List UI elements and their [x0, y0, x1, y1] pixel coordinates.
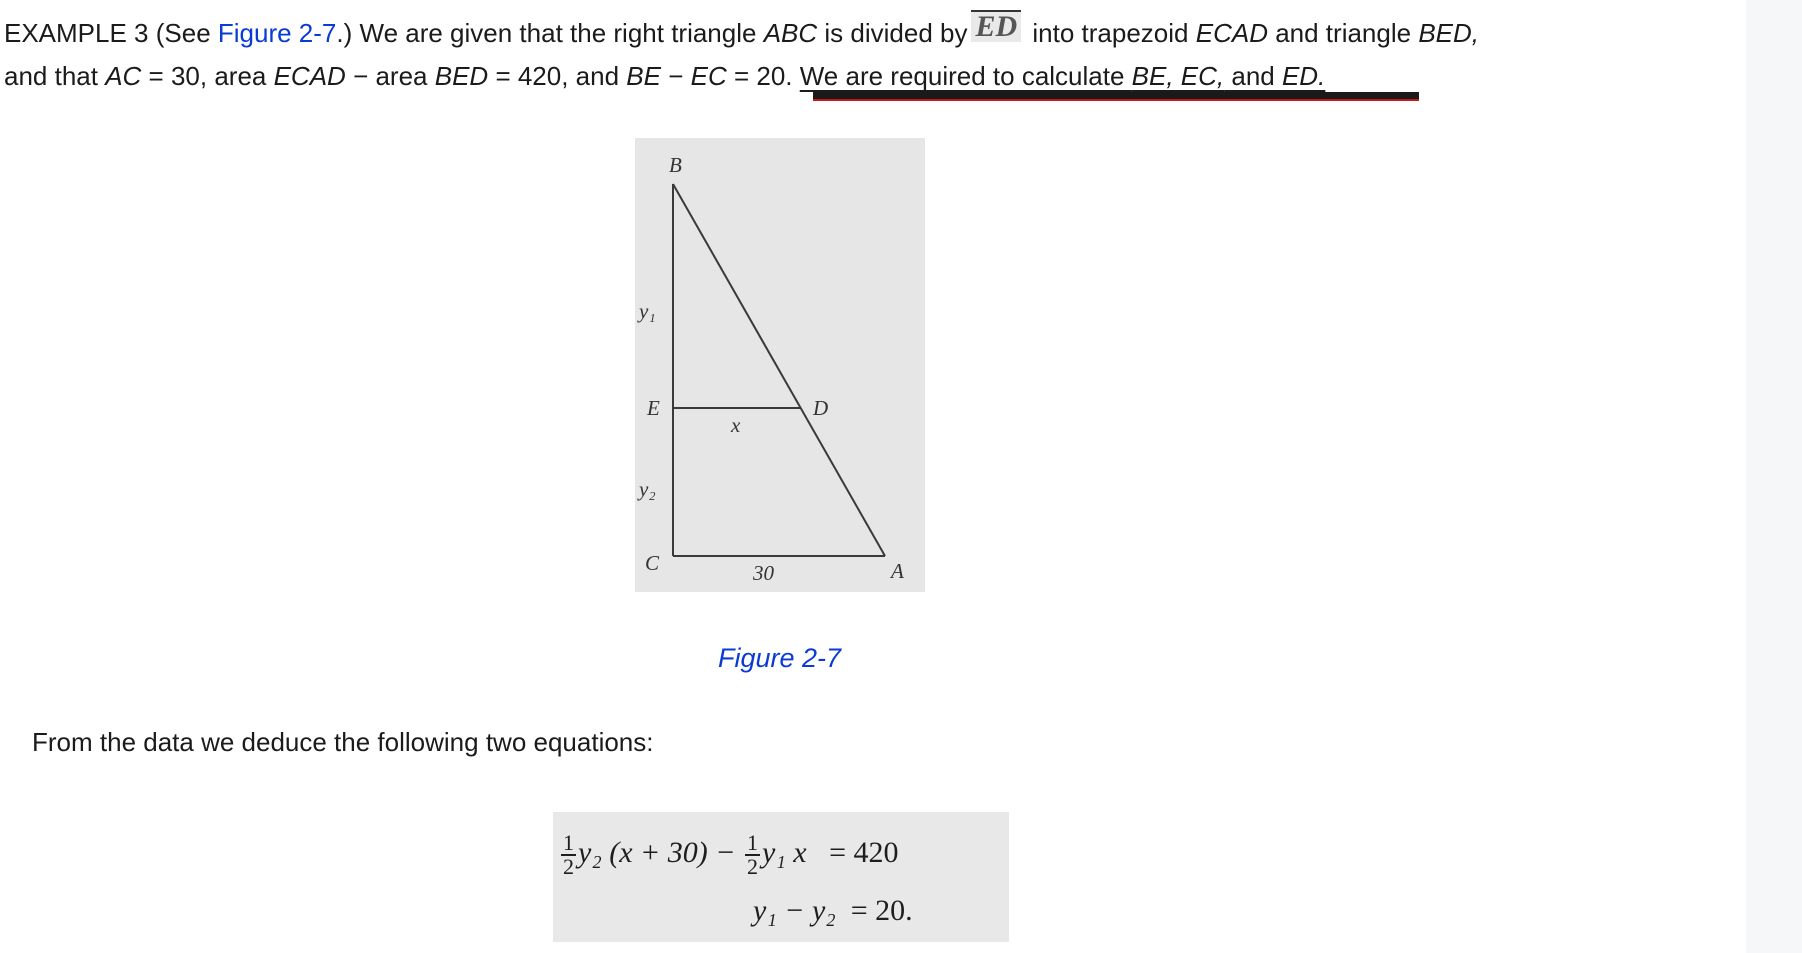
intro-text: − [660, 61, 691, 91]
segment-be: BE [626, 61, 661, 91]
required-text: We are required to calculate [799, 61, 1132, 91]
equations-image [553, 812, 1009, 942]
label-base-30: 30 [753, 561, 774, 585]
intro-text: into trapezoid [1025, 18, 1196, 48]
fraction-half [561, 832, 576, 878]
fraction-denominator: 2 [563, 854, 574, 879]
segment-ac: AC [105, 61, 142, 91]
triangle-bed-name: BED [434, 61, 489, 91]
equation-2 [753, 894, 913, 928]
fraction-half [745, 832, 760, 878]
segment-ed-image: ED [971, 10, 1021, 42]
equation-2-rhs: = 20. [850, 894, 913, 927]
label-y1: y₁ [639, 299, 656, 323]
triangle-diagram [635, 138, 925, 592]
segment-ec: EC [690, 61, 727, 91]
label-a: A [891, 559, 904, 583]
triangle-bed-name: BED, [1418, 18, 1479, 48]
highlight-underline [813, 92, 1419, 101]
required-sentence [800, 61, 1326, 91]
equation-1-term: y₁ x [762, 835, 807, 869]
intro-text: − area [345, 61, 435, 91]
triangle-name: ABC [763, 18, 818, 48]
intro-text: = 20. [726, 61, 800, 91]
label-d: D [813, 396, 829, 420]
label-x: x [731, 413, 741, 437]
intro-text: is divided by [817, 18, 968, 48]
intro-text: EXAMPLE 3 (See [4, 18, 218, 48]
figure-caption: Figure 2-7 [718, 643, 842, 673]
hypotenuse-ba [673, 184, 885, 556]
intro-text: and that [4, 61, 106, 91]
label-b: B [669, 153, 682, 177]
intro-line-1 [4, 12, 1744, 55]
required-segments: BE, EC, [1131, 61, 1225, 91]
right-gutter [1746, 0, 1802, 953]
intro-text: .) We are given that the right triangle [336, 18, 764, 48]
trapezoid-name: ECAD [273, 61, 346, 91]
fraction-numerator: 1 [747, 830, 759, 855]
equation-1 [559, 832, 899, 878]
figure-2-7 [635, 138, 925, 592]
figure-link[interactable]: Figure 2-7 [217, 18, 337, 48]
equation-1-rhs: = 420 [829, 835, 899, 869]
deduce-paragraph: From the data we deduce the following two equations: [32, 727, 654, 757]
fraction-denominator: 2 [747, 854, 759, 879]
label-c: C [645, 551, 660, 575]
label-y2: y₂ [639, 477, 656, 501]
required-segment-ed: ED. [1281, 61, 1326, 91]
intro-text: = 420, and [488, 61, 627, 91]
required-text: and [1224, 61, 1282, 91]
fraction-numerator: 1 [563, 830, 574, 855]
equation-1-term: y₂ (x + 30) − [578, 835, 736, 869]
trapezoid-name: ECAD [1195, 18, 1268, 48]
equation-2-lhs: y₁ − y₂ [753, 894, 836, 927]
intro-text: and triangle [1267, 18, 1419, 48]
label-e: E [647, 396, 660, 420]
intro-text: = 30, area [141, 61, 274, 91]
